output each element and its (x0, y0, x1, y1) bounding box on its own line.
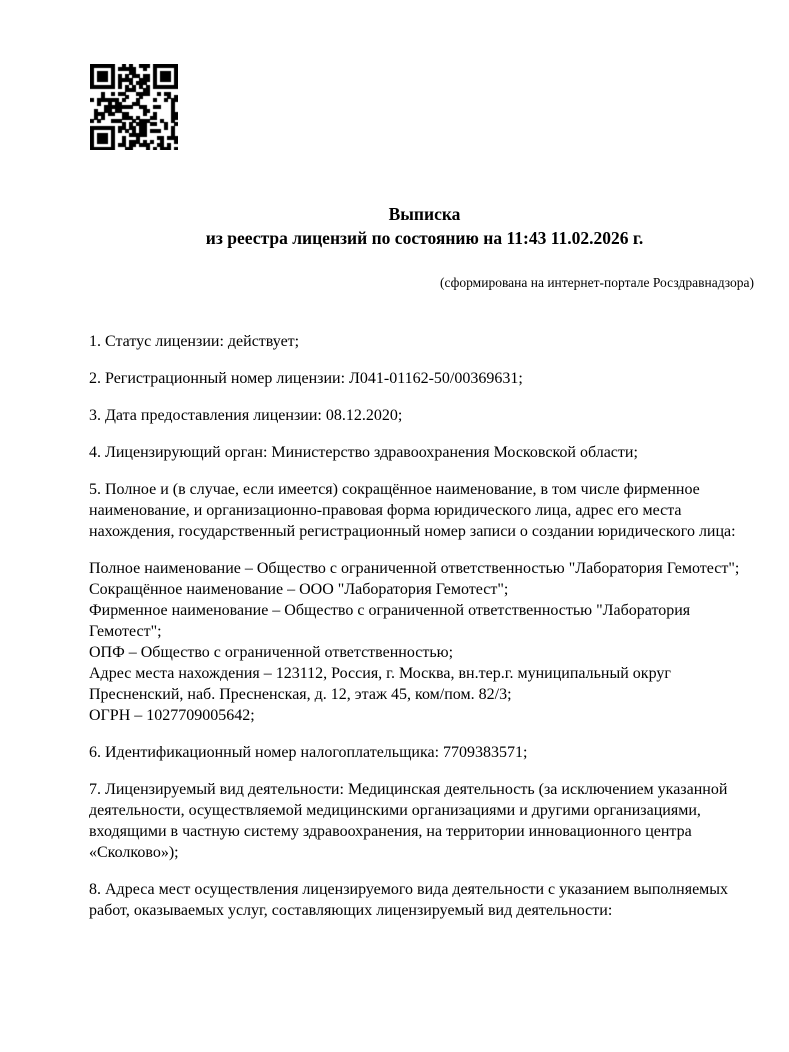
licensing-authority: 4. Лицензирующий орган: Министерство здравоохранения Московской области; (89, 444, 638, 461)
org-names-intro: 5. Полное и (в случае, если имеется) сокращённое наименование, в том числе фирменное наименование, и организационно-правовая форма юридического лица, адрес его места нахождения, государственный регистрационный номер записи о создании юридического лица: (89, 481, 736, 540)
license-grant-date: 3. Дата предоставления лицензии: 08.12.2020; (89, 407, 403, 424)
title-line-2: из реестра лицензий по состоянию на 11:43 11.02.2026 г. (205, 228, 644, 248)
document-subtitle: (сформирована на интернет-портале Росздравнадзора) (439, 275, 754, 290)
title-line-1: Выписка (388, 204, 461, 224)
org-short-name: Сокращённое наименование – ООО "Лаборатория Гемотест"; (89, 581, 509, 598)
org-brand-name: Фирменное наименование – Общество с ограниченной ответственностью "Лаборатория Гемотест"; (89, 602, 691, 640)
license-registration-number: 2. Регистрационный номер лицензии: Л041-01162-50/00369631; (89, 370, 523, 387)
org-details (89, 558, 740, 726)
document-title (89, 202, 760, 250)
org-ogrn: ОГРН – 1027709005642; (89, 707, 255, 724)
qr-code-icon (90, 64, 178, 150)
document-body (89, 331, 740, 921)
org-full-name: Полное наименование – Общество с ограниченной ответственностью "Лаборатория Гемотест"; (89, 560, 740, 577)
license-status: 1. Статус лицензии: действует; (89, 333, 300, 350)
licensed-activity: 7. Лицензируемый вид деятельности: Медицинская деятельность (за исключением указанной деятельности, осуществляемой медицинскими организациями и другими организациями, входящими в частную систему здравоохранения, на территории инновационного центра «Сколково»); (89, 781, 728, 861)
org-address: Адрес места нахождения – 123112, Россия, г. Москва, вн.тер.г. муниципальный округ Пресненский, наб. Пресненская, д. 12, этаж 45, ком/пом. 82/3; (89, 665, 671, 703)
qr-code-canvas (90, 64, 178, 150)
activity-addresses-intro: 8. Адреса мест осуществления лицензируемого вида деятельности с указанием выполняемых работ, оказываемых услуг, составляющих лицензируемый вид деятельности: (89, 881, 729, 919)
document-content (0, 202, 789, 921)
org-legal-form: ОПФ – Общество с ограниченной ответственностью; (89, 644, 454, 661)
taxpayer-inn: 6. Идентификационный номер налогоплательщика: 7709383571; (89, 744, 528, 761)
